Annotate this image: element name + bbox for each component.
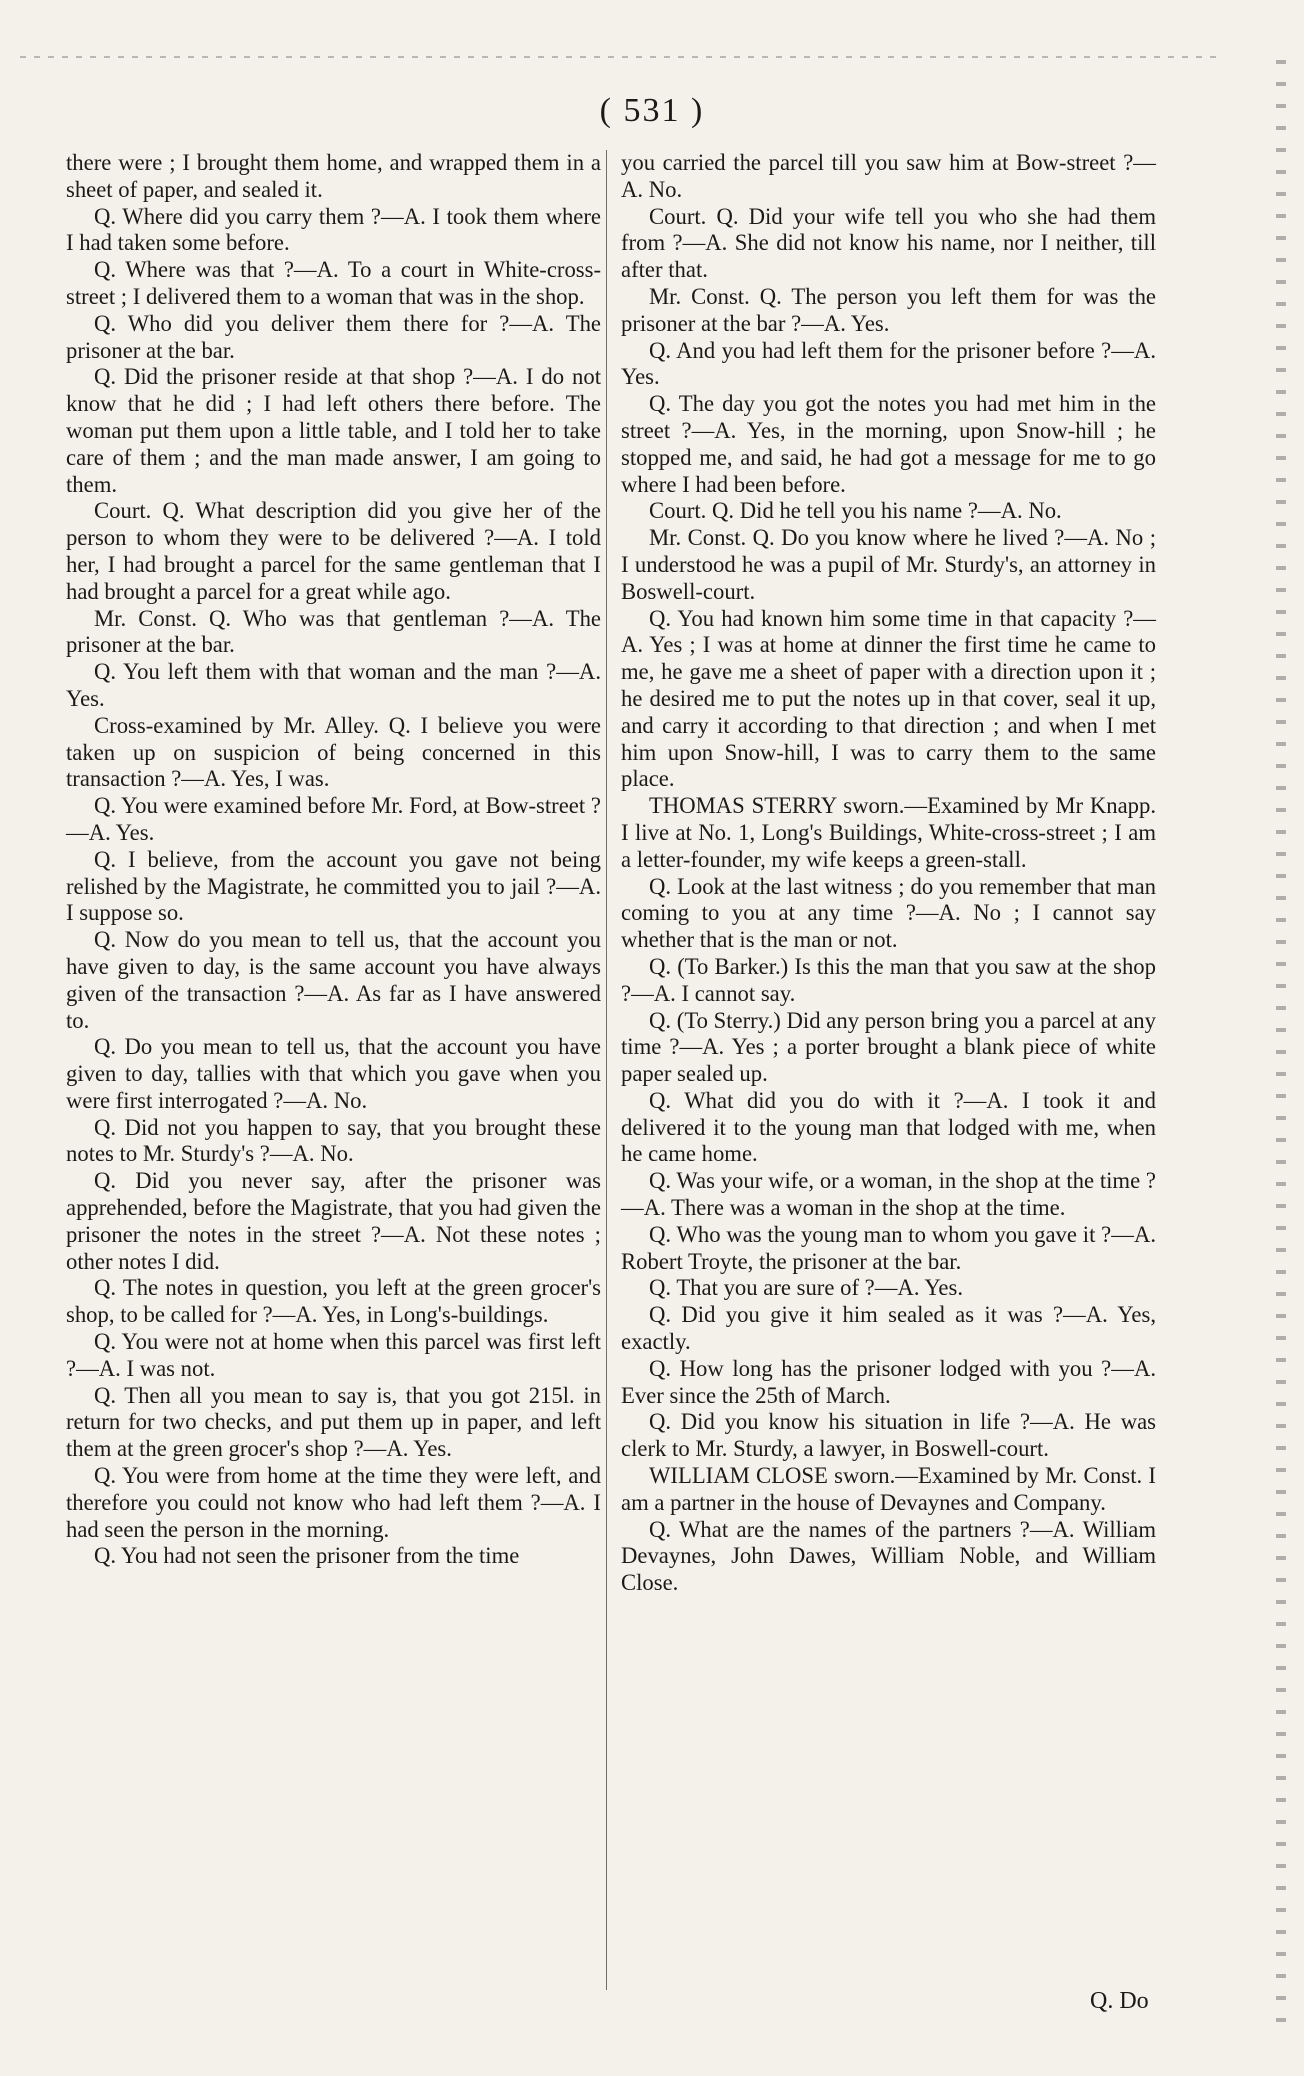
- paragraph: Q. You left them with that woman and the man ?—A. Yes.: [66, 659, 601, 711]
- paragraph: Q. Did you know his situation in life ?—A. He was clerk to Mr. Sturdy, a lawyer, in Boswell-court.: [621, 1409, 1156, 1462]
- margin-mark: [1276, 60, 1286, 2040]
- paragraph: Q. You had known him some time in that capacity ?—A. Yes ; I was at home at dinner the first time he came to me, he gave me a sheet of paper with a direction upon it ; he desired me to put the notes up in that cover, seal it up, and carry it according to that direction ; and when I met him upon Snow-hill, I was to carry them to the same place.: [621, 605, 1156, 792]
- paragraph: Court. Q. Did he tell you his name ?—A. No.: [649, 498, 1062, 524]
- paragraph: Q. (To Barker.) Is this the man that you saw at the shop ?—A. I cannot say.: [621, 953, 1156, 1006]
- paragraph: Q. You were not at home when this parcel was first left ?—A. I was not.: [66, 1329, 601, 1381]
- left-column: [66, 150, 601, 1570]
- paragraph: Q. Was your wife, or a woman, in the shop at the time ?—A. There was a woman in the shop at the time.: [621, 1168, 1156, 1221]
- paragraph: Q. I believe, from the account you gave not being relished by the Magistrate, he committed you to jail ?—A. I suppose so.: [66, 846, 601, 926]
- paragraph: there were ; I brought them home, and wrapped them in a sheet of paper, and sealed it.: [66, 150, 601, 202]
- paragraph: Q. Now do you mean to tell us, that the account you have given to day, is the same account you have always given of the transaction ?—A. As far as I have answered to.: [66, 927, 601, 1033]
- paragraph: Q. That you are sure of ?—A. Yes.: [649, 1275, 964, 1301]
- paragraph: Cross-examined by Mr. Alley. Q. I believe you were taken up on suspicion of being concerned in this transaction ?—A. Yes, I was.: [66, 712, 601, 792]
- paragraph: you carried the parcel till you saw him at Bow-street ?—A. No.: [621, 150, 1156, 202]
- paragraph: Court. Q. Did your wife tell you who she had them from ?—A. She did not know his name, nor I neither, till after that.: [621, 203, 1156, 283]
- paragraph: Q. You had not seen the prisoner from the time: [94, 1543, 520, 1569]
- top-rule: [20, 56, 1224, 58]
- paragraph: Q. What are the names of the partners ?—A. William Devaynes, John Dawes, William Noble, and William Close.: [621, 1516, 1156, 1596]
- paragraph: Q. What did you do with it ?—A. I took it and delivered it to the young man that lodged with me, when he came home.: [621, 1087, 1156, 1167]
- paragraph: Q. Where did you carry them ?—A. I took them where I had taken some before.: [66, 203, 601, 256]
- paragraph: Q. Did you give it him sealed as it was ?—A. Yes, exactly.: [621, 1302, 1156, 1355]
- paragraph: Q. Then all you mean to say is, that you got 215l. in return for two checks, and put them up in paper, and left them at the green grocer's shop ?—A. Yes.: [66, 1382, 601, 1462]
- paragraph: Q. Did not you happen to say, that you brought these notes to Mr. Sturdy's ?—A. No.: [66, 1114, 601, 1167]
- paragraph: Q. Did you never say, after the prisoner was apprehended, before the Magistrate, that you had given the prisoner the notes in the street ?—A. Not these notes ; other notes I did.: [66, 1168, 601, 1274]
- paragraph: Q. You were from home at the time they were left, and therefore you could not know who had left them ?—A. I had seen the person in the morning.: [66, 1463, 601, 1542]
- paragraph: Q. How long has the prisoner lodged with you ?—A. Ever since the 25th of March.: [621, 1355, 1156, 1408]
- paragraph: WILLIAM CLOSE sworn.—Examined by Mr. Const. I am a partner in the house of Devaynes and Company.: [621, 1463, 1156, 1515]
- paragraph: Q. (To Sterry.) Did any person bring you a parcel at any time ?—A. Yes ; a porter brought a blank piece of white paper sealed up.: [621, 1007, 1156, 1087]
- paragraph: Mr. Const. Q. The person you left them for was the prisoner at the bar ?—A. Yes.: [621, 283, 1156, 336]
- paragraph: THOMAS STERRY sworn.—Examined by Mr Knapp. I live at No. 1, Long's Buildings, White-cross-street ; I am a letter-founder, my wife keeps a green-stall.: [621, 793, 1156, 872]
- paragraph: Q. Do you mean to tell us, that the account you have given to day, tallies with that which you gave when you were first interrogated ?—A. No.: [66, 1034, 601, 1113]
- paragraph: Q. Who was the young man to whom you gave it ?—A. Robert Troyte, the prisoner at the bar.: [621, 1221, 1156, 1274]
- paragraph: Q. Did the prisoner reside at that shop ?—A. I do not know that he did ; I had left others there before. The woman put them upon a little table, and I told her to take care of them ; and the man made answer, I am going to them.: [66, 364, 601, 497]
- paragraph: Q. Look at the last witness ; do you remember that man coming to you at any time ?—A. No ; I cannot say whether that is the man or not.: [621, 873, 1156, 953]
- paragraph: Q. You were examined before Mr. Ford, at Bow-street ?—A. Yes.: [66, 793, 601, 845]
- paragraph: Mr. Const. Q. Do you know where he lived ?—A. No ; I understood he was a pupil of Mr. Sturdy's, an attorney in Boswell-court.: [621, 525, 1156, 604]
- paragraph: Q. The notes in question, you left at the green grocer's shop, to be called for ?—A. Yes, in Long's-buildings.: [66, 1275, 601, 1328]
- catchword: Q. Do: [1090, 1988, 1149, 2014]
- page-number: ( 531 ): [599, 92, 705, 129]
- paragraph: Mr. Const. Q. Who was that gentleman ?—A. The prisoner at the bar.: [66, 605, 601, 658]
- column-divider: [606, 150, 607, 1990]
- paragraph: Q. And you had left them for the prisoner before ?—A. Yes.: [621, 337, 1156, 390]
- right-column: [621, 150, 1156, 1597]
- paragraph: Q. The day you got the notes you had met him in the street ?—A. Yes, in the morning, upon Snow-hill ; he stopped me, and said, he had got a message for me to go where I had been before.: [621, 391, 1156, 497]
- paragraph: Q. Where was that ?—A. To a court in White-cross-street ; I delivered them to a woman that was in the shop.: [66, 257, 601, 309]
- paragraph: Q. Who did you deliver them there for ?—A. The prisoner at the bar.: [66, 310, 601, 363]
- paragraph: Court. Q. What description did you give her of the person to whom they were to be delivered ?—A. I told her, I had brought a parcel for the same gentleman that I had brought a parcel for a great while ago.: [66, 498, 601, 604]
